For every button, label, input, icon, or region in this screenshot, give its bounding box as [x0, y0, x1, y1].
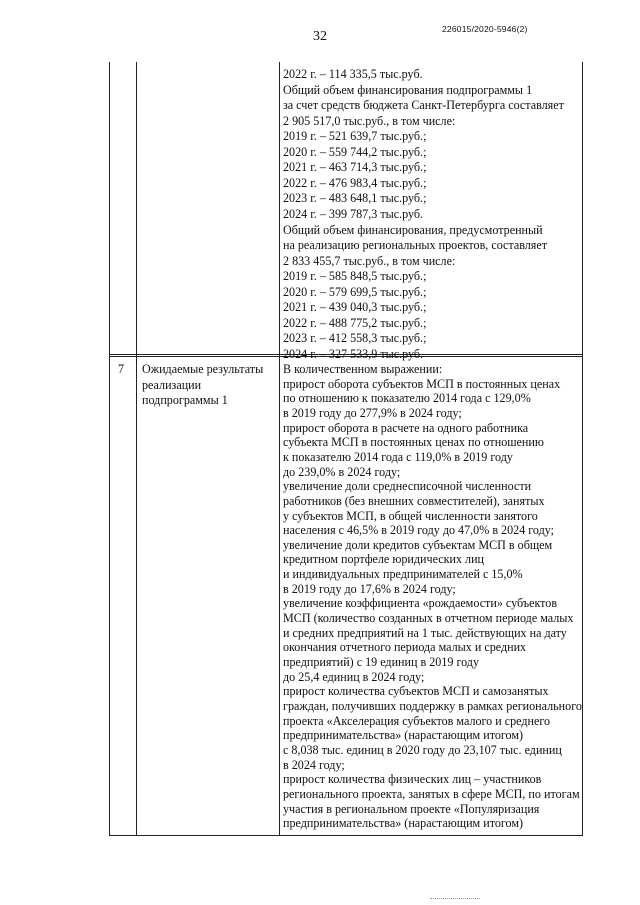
- text-line: до 239,0% в 2024 году;: [283, 464, 401, 479]
- text-line: предпринимательства» (нарастающим итогом): [283, 816, 524, 831]
- text-line: 2022 г. – 476 983,4 тыс.руб.;: [283, 175, 427, 190]
- text-line: Общий объем финансирования, предусмотренный: [283, 222, 543, 237]
- text-line: увеличение доли кредитов субъектам МСП в общем: [283, 537, 553, 552]
- text-line: до 25,4 единиц в 2024 году;: [283, 669, 425, 684]
- text-line: МСП (количество созданных в отчетном периоде малых: [283, 611, 574, 626]
- text-line: Общий объем финансирования подпрограммы 1: [283, 82, 533, 97]
- text-line: прирост количества субъектов МСП и самозанятых: [283, 684, 549, 699]
- text-line: за счет средств бюджета Санкт-Петербурга составляет: [283, 98, 564, 113]
- text-line: регионального проекта, занятых в сфере МСП, по итогам: [283, 786, 580, 801]
- text-line: 2024 г. – 327 533,9 тыс.руб.: [283, 346, 424, 361]
- text-line: в 2019 году до 277,9% в 2024 году;: [283, 405, 462, 420]
- text-line: 2020 г. – 559 744,2 тыс.руб.;: [283, 144, 427, 159]
- text-line: предпринимательства» (нарастающим итогом): [283, 728, 524, 743]
- text-line: по отношению к показателю 2014 года с 129,0%: [283, 391, 531, 406]
- text-line: проекта «Акселерация субъектов малого и среднего: [283, 713, 551, 728]
- text-line: работников (без внешних совместителей), занятых: [283, 493, 545, 508]
- text-line: 2021 г. – 439 040,3 тыс.руб.;: [283, 300, 427, 315]
- text-line: и индивидуальных предпринимателей с 15,0%: [283, 567, 523, 582]
- text-line: в 2019 году до 17,6% в 2024 году;: [283, 581, 456, 596]
- text-line: у субъектов МСП, в общей численности занятого: [283, 508, 538, 523]
- row-number: 7: [118, 362, 125, 376]
- text-line: В количественном выражении:: [283, 362, 443, 376]
- text-line: с 8,038 тыс. единиц в 2020 году до 23,107 тыс. единиц: [283, 742, 562, 757]
- text-line: участия в региональном проекте «Популяризация: [283, 801, 540, 816]
- text-line: населения с 46,5% в 2019 году до 47,0% в 2024 году;: [283, 523, 555, 538]
- text-line: увеличение коэффициента «рождаемости» субъектов: [283, 596, 558, 611]
- text-line: к показателю 2014 года с 119,0% в 2019 году: [283, 449, 513, 464]
- row-label: [142, 362, 263, 409]
- text-line: на реализацию региональных проектов, составляет: [283, 238, 548, 253]
- text-line: прирост оборота в расчете на одного работника: [283, 420, 529, 435]
- text-line: и средних предприятий на 1 тыс. действующих на дату: [283, 625, 567, 640]
- text-line: граждан, получивших поддержку в рамках регионального: [283, 698, 582, 713]
- text-line: 2022 г. – 114 335,5 тыс.руб.: [283, 67, 423, 81]
- text-line: окончания отчетного периода малых и средних: [283, 640, 527, 655]
- text-line: 2 833 455,7 тыс.руб., в том числе:: [283, 253, 456, 268]
- text-line: 2022 г. – 488 775,2 тыс.руб.;: [283, 315, 427, 330]
- text-line: 2024 г. – 399 787,3 тыс.руб.: [283, 206, 424, 221]
- footer-mark: [430, 898, 480, 900]
- text-line: 2021 г. – 463 714,3 тыс.руб.;: [283, 160, 427, 175]
- text-line: предприятий) с 19 единиц в 2019 году: [283, 655, 479, 669]
- text-line: 2020 г. – 579 699,5 тыс.руб.;: [283, 284, 427, 299]
- text-line: 2023 г. – 483 648,1 тыс.руб.;: [283, 191, 427, 206]
- text-line: кредитном портфеле юридических лиц: [283, 552, 485, 567]
- text-line: 2019 г. – 521 639,7 тыс.руб.;: [283, 129, 427, 144]
- text-line: 2019 г. – 585 848,5 тыс.руб.;: [283, 269, 427, 284]
- page-number: 32: [313, 29, 327, 44]
- label-line: подпрограммы 1: [142, 393, 228, 408]
- text-line: прирост оборота субъектов МСП в постоянных ценах: [283, 376, 561, 391]
- document-id: 226015/2020-5946(2): [442, 24, 528, 34]
- text-line: 2023 г. – 412 558,3 тыс.руб.;: [283, 331, 427, 346]
- text-line: субъекта МСП в постоянных ценах по отношению: [283, 435, 544, 450]
- label-line: Ожидаемые результаты: [142, 362, 264, 376]
- text-line: в 2024 году;: [283, 757, 345, 772]
- text-line: 2 905 517,0 тыс.руб., в том числе:: [283, 113, 456, 128]
- text-line: увеличение доли среднесписочной численности: [283, 479, 532, 494]
- text-line: прирост количества физических лиц – участников: [283, 772, 542, 787]
- label-line: реализации: [142, 377, 202, 392]
